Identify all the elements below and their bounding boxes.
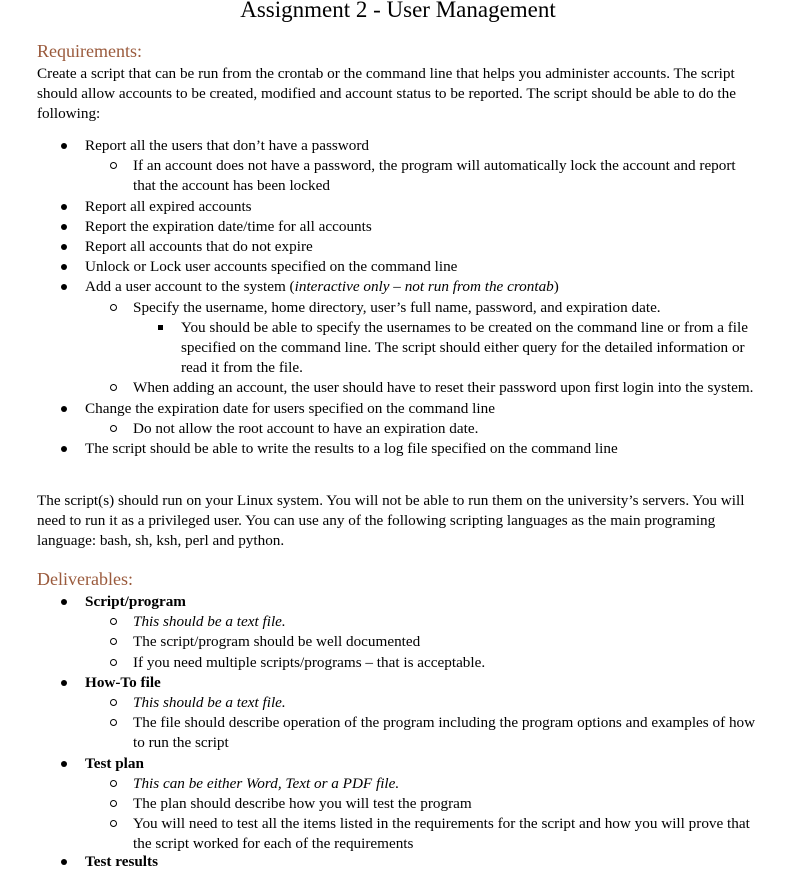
list-item: [0, 399, 796, 439]
sub-list: [0, 419, 796, 439]
deliverables-heading: Deliverables:: [37, 569, 133, 589]
list-item: [0, 713, 796, 753]
list-item: [0, 612, 796, 632]
text-segment: Add a user account to the system (: [85, 278, 295, 296]
list-item: [0, 237, 796, 257]
sub-list: [0, 774, 796, 855]
list-item: [0, 298, 796, 379]
cut-off-deliverable-title: Test results: [85, 853, 158, 870]
list-item: [0, 136, 796, 197]
list-item: [0, 774, 796, 794]
list-item: [0, 673, 796, 754]
list-item-text: Report all the users that don’t have a password: [85, 137, 369, 154]
list-item-text: Change the expiration date for users specified on the command line: [85, 399, 495, 417]
list-item: [0, 257, 796, 277]
list-item: [0, 156, 796, 196]
list-item-text: The file should describe operation of the program including the program options and examples of how to run the script: [133, 714, 756, 752]
sub-sub-list: [0, 318, 796, 379]
list-item-text: You should be able to specify the usernames to be created on the command line or from a file specified on the command line. The script should either query for the detailed information or read it from the file.: [181, 318, 748, 377]
list-item-text: This should be a text file.: [133, 613, 286, 631]
text-segment: ): [553, 278, 559, 296]
list-item: [0, 197, 796, 217]
sub-list: [0, 298, 796, 399]
list-item-text: Report all expired accounts: [85, 197, 252, 215]
list-item: [0, 754, 796, 855]
sub-list: [0, 612, 796, 673]
list-item-text: Unlock or Lock user accounts specified on the command line: [85, 258, 458, 276]
deliverable-title: How-To file: [85, 673, 161, 691]
sub-list: [0, 693, 796, 754]
bullet-icon: [61, 859, 67, 865]
requirements-heading: Requirements:: [37, 41, 142, 61]
list-item: [0, 592, 796, 673]
list-item-text: If you need multiple scripts/programs – that is acceptable.: [133, 653, 486, 671]
deliverable-title: Script/program: [85, 593, 186, 610]
page-title: Assignment 2 - User Management: [240, 0, 556, 22]
list-item-text: Report all accounts that do not expire: [85, 238, 313, 256]
list-item: [0, 653, 796, 673]
list-item-text: This can be either Word, Text or a PDF file.: [133, 774, 400, 792]
list-item: [0, 794, 796, 814]
sub-list: [0, 156, 796, 196]
list-item: [0, 378, 796, 398]
list-item: [0, 693, 796, 713]
list-item: [0, 632, 796, 652]
list-item: [0, 814, 796, 854]
list-item-text: When adding an account, the user should have to reset their password upon first login into the system.: [133, 379, 754, 397]
list-item-text: The script should be able to write the results to a log file specified on the command line: [85, 440, 618, 458]
list-item: [0, 439, 796, 459]
list-item-text: The plan should describe how you will test the program: [133, 795, 472, 813]
list-item: [0, 277, 796, 398]
deliverable-title: Test plan: [85, 754, 144, 772]
list-item-text: Specify the username, home directory, user’s full name, password, and expiration date.: [133, 298, 661, 316]
list-item-text: Do not allow the root account to have an expiration date.: [133, 419, 479, 437]
list-item-text: The script/program should be well documented: [133, 633, 421, 651]
deliverables-list: [0, 592, 796, 855]
requirements-intro: Create a script that can be run from the crontab or the command line that helps you administer accounts. The script should allow accounts to be created, modified and account status to be reported. The script should be able to do the following:: [37, 65, 736, 123]
list-item: [0, 419, 796, 439]
requirements-closing: The script(s) should run on your Linux system. You will not be able to run them on the university’s servers. You will need to run it as a privileged user. You can use any of the following scripting languages as the main programing language: bash, sh, ksh, perl and python.: [37, 492, 745, 550]
list-item-text: This should be a text file.: [133, 694, 286, 712]
list-item-text: Report the expiration date/time for all accounts: [85, 217, 372, 235]
list-item-text: [85, 277, 755, 297]
list-item: [0, 318, 796, 379]
list-item: [0, 217, 796, 237]
requirements-list: [0, 136, 796, 459]
italic-note: interactive only – not run from the crontab: [294, 278, 554, 296]
list-item-text: If an account does not have a password, the program will automatically lock the account and report that the account has been locked: [133, 157, 736, 195]
list-item-text: You will need to test all the items listed in the requirements for the script and how you will prove that the script worked for each of the requirements: [133, 815, 750, 853]
